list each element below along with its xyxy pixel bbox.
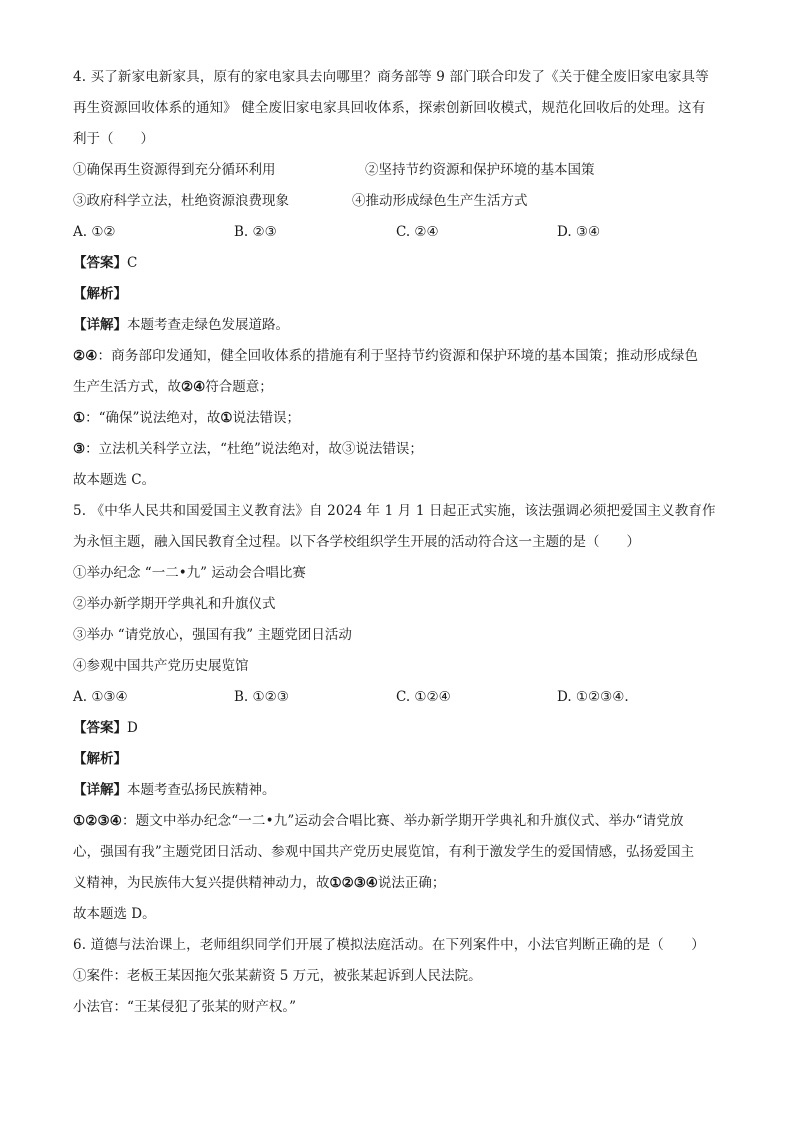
answer-value: D — [127, 720, 138, 736]
option-tag: ③ — [73, 441, 86, 457]
detail-label: 【详解】 — [73, 782, 127, 798]
explain-text: 符合题意； — [205, 379, 273, 395]
q4-conclusion: 故本题选 C。 — [73, 472, 156, 488]
q4-option-3: ③政府科学立法，杜绝资源浪费现象 — [73, 193, 289, 209]
explain-text: 说法错误； — [232, 410, 301, 426]
detail-text: 本题考查走绿色发展道路。 — [127, 317, 289, 333]
option-tag: ①②③④ — [73, 813, 123, 829]
option-tag: ②④ — [181, 379, 206, 395]
q4-analysis-label: 【解析】 — [73, 286, 127, 302]
q4-option-1: ①确保再生资源得到充分循环利用 — [73, 162, 276, 178]
q5-choice-b: B. ①②③ — [234, 689, 289, 705]
detail-text: 本题考查弘扬民族精神。 — [127, 782, 276, 798]
option-tag: ②④ — [73, 348, 98, 364]
explain-text: ：立法机关科学立法，“杜绝”说法绝对，故③说法错误； — [85, 441, 423, 457]
q5-choice-a: A. ①③④ — [73, 689, 128, 705]
explain-text: 义精神，为民族伟大复兴提供精神动力，故 — [73, 875, 330, 891]
q4-choice-b: B. ②③ — [234, 224, 277, 240]
q4-explain-3 — [73, 439, 423, 459]
q4-choice-c: C. ②④ — [396, 224, 439, 240]
q5-option-1: ①举办纪念 “一二•九” 运动会合唱比赛 — [73, 565, 306, 581]
q5-detail — [73, 780, 276, 800]
q5-conclusion: 故本题选 D。 — [73, 906, 156, 922]
q5-option-2: ②举办新学期开学典礼和升旗仪式 — [73, 596, 276, 612]
q5-stem-line-1: 5. 《中华人民共和国爱国主义教育法》自 2024 年 1 月 1 日起正式实施，该法强调必须把爱国主义教育作 — [73, 503, 716, 519]
q5-option-3: ③举办 “请党放心，强国有我” 主题党团日活动 — [73, 627, 352, 643]
q4-option-4: ④推动形成绿色生产生活方式 — [352, 193, 528, 209]
q6-judge-1: 小法官：“王某侵犯了张某的财产权。” — [73, 999, 297, 1015]
q4-choice-a: A. ①② — [73, 224, 116, 240]
q5-choice-c: C. ①②④ — [396, 689, 451, 705]
q4-option-2: ②坚持节约资源和保护环境的基本国策 — [365, 162, 595, 178]
answer-value: C — [127, 255, 138, 271]
explain-text: ：商务部印发通知，健全回收体系的措施有利于坚持节约资源和保护环境的基本国策；推动形成绿色 — [97, 348, 699, 364]
q4-explain-2 — [73, 408, 300, 428]
q5-option-4: ④参观中国共产党历史展览馆 — [73, 658, 249, 674]
explain-text: ：题文中举办纪念“一二•九”运动会合唱比赛、举办新学期开学典礼和升旗仪式、举办“请党放 — [122, 813, 684, 829]
option-tag: ①②③④ — [329, 875, 378, 891]
q4-stem-line-3: 利于（ ） — [73, 131, 154, 147]
option-tag: ① — [73, 410, 86, 426]
q4-choice-d: D. ③④ — [557, 224, 601, 240]
q4-explain-1-line-2 — [73, 377, 273, 397]
answer-label: 【答案】 — [73, 255, 127, 271]
explain-text: 说法正确； — [377, 875, 446, 891]
q6-stem-line-1: 6. 道德与法治课上，老师组织同学们开展了模拟法庭活动。在下列案件中，小法官判断正确的是（ ） — [73, 937, 705, 953]
q4-detail — [73, 315, 289, 335]
q5-explain-line-2: 心，强国有我”主题党团日活动、参观中国共产党历史展览馆，有利于激发学生的爱国情感，弘扬爱国主 — [73, 844, 695, 860]
explain-text: ：“确保”说法绝对，故 — [85, 410, 221, 426]
q5-answer — [73, 718, 138, 738]
q4-explain-1-line-1 — [73, 346, 698, 366]
q4-answer — [73, 253, 137, 273]
q5-choice-d: D. ①②③④. — [557, 689, 629, 705]
option-tag: ① — [220, 410, 233, 426]
q4-stem-line-2: 再生资源回收体系的通知》 健全废旧家电家具回收体系，探索创新回收模式，规范化回收后的处理。这有 — [73, 100, 706, 116]
q5-stem-line-2: 为永恒主题，融入国民教育全过程。以下各学校组织学生开展的活动符合这一主题的是（ ） — [73, 534, 640, 550]
detail-label: 【详解】 — [73, 317, 127, 333]
answer-label: 【答案】 — [73, 720, 127, 736]
q5-explain-line-3 — [73, 873, 445, 893]
explain-text: 生产生活方式，故 — [73, 379, 181, 395]
q6-case-1: ①案件：老板王某因拖欠张某薪资 5 万元，被张某起诉到人民法院。 — [73, 968, 482, 984]
q5-explain-line-1 — [73, 811, 684, 831]
q4-stem-line-1: 4. 买了新家电新家具，原有的家电家具去向哪里？商务部等 9 部门联合印发了《关于健全废旧家电家具等 — [73, 69, 709, 85]
q5-analysis-label: 【解析】 — [73, 751, 127, 767]
